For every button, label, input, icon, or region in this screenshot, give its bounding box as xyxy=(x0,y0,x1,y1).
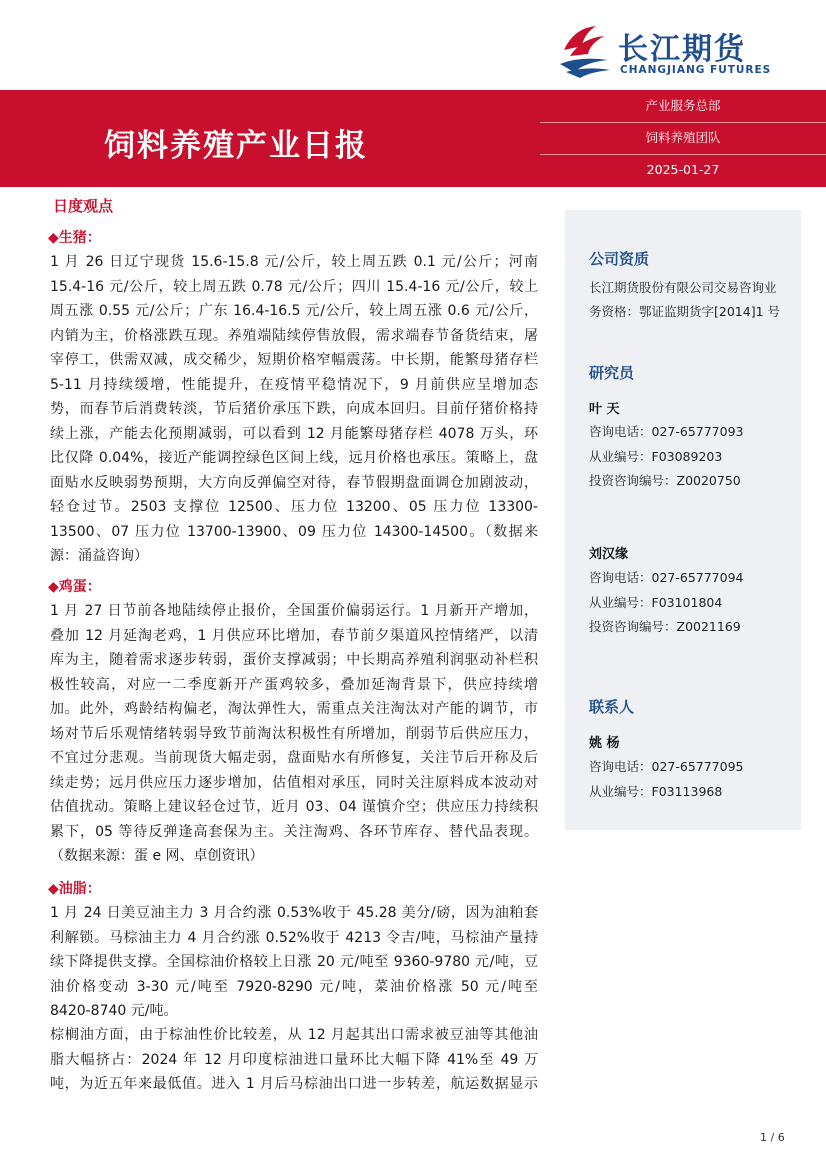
company-logo xyxy=(556,18,796,82)
paragraph-line: 内销为主，价格涨跌互现。养殖端陆续停售放假，需求端春节备货结束，屠 xyxy=(50,327,538,344)
hog-paragraph xyxy=(50,250,538,569)
researcher-2-advisor: 投资咨询编号：Z0021169 xyxy=(589,619,741,634)
company-qualification-heading: 公司资质 xyxy=(589,250,650,268)
paragraph-line: 续上涨，产能去化预期减弱，可以看到 12 月能繁母猪存栏 4078 万头，环 xyxy=(50,425,538,442)
paragraph-line: 轻仓过节。2503 支撑位 12500、压力位 13200、05 压力位 13300- xyxy=(50,499,538,515)
page-number: 1 / 6 xyxy=(760,1131,785,1144)
contact-1-license: 从业编号：F03113968 xyxy=(589,784,723,799)
paragraph-line: 续走势；远月供应压力逐步增加，估值相对承压，同时关注原料成本波动对 xyxy=(50,774,538,791)
paragraph-line: 周五涨 0.55 元/公斤；广东 16.4-16.5 元/公斤，较上周五涨 0.6 元/公斤， xyxy=(50,303,538,319)
daily-view-heading: 日度观点 xyxy=(53,197,114,215)
paragraph-line: 场对节后乐观情绪转弱导致节前淘汰积极性有所增加，削弱节后供应压力， xyxy=(50,725,538,742)
contact-heading: 联系人 xyxy=(589,698,635,716)
paragraph-line: 续下降提供支撑。全国棕油价格较上日涨 20 元/吨至 9360-9780 元/吨，豆 xyxy=(50,954,538,970)
paragraph-line: 比仅降 0.04%，接近产能调控绿色区间上线，远月价格也承压。策略上，盘 xyxy=(50,450,538,466)
researcher-1-phone: 咨询电话：027-65777093 xyxy=(589,424,744,439)
qualification-line-1: 长江期货股份有限公司交易咨询业 xyxy=(589,280,777,295)
oil-paragraph xyxy=(50,901,538,1024)
contact-1-phone: 咨询电话：027-65777095 xyxy=(589,759,744,774)
paragraph-line: 宰停工，供需双减，成交稀少，短期价格窄幅震荡。中长期，能繁母猪存栏 xyxy=(50,352,538,368)
paragraph-line: 源：涌益咨询） xyxy=(50,548,148,564)
paragraph-line: 累下，05 等待反弹逢高套保为主。关注淘鸡、各环节库存、替代品表现。 xyxy=(50,823,538,840)
paragraph-line: 1 月 27 日节前各地陆续停止报价，全国蛋价偏弱运行。1 月新开产增加， xyxy=(50,603,538,619)
paragraph-line: 加。此外，鸡龄结构偏老，淘汰弹性大，需重点关注淘汰对产能的调节，市 xyxy=(50,701,538,717)
egg-paragraph xyxy=(50,599,538,869)
paragraph-line: 吨，为近五年来最低值。进入 1 月后马棕油出口进一步转差，航运数据显示 xyxy=(50,1076,538,1092)
egg-heading: ◆鸡蛋： xyxy=(48,579,101,595)
header-info-panel xyxy=(540,90,826,187)
qualification-line-2: 务资格：鄂证监期货字[2014]1 号 xyxy=(589,304,780,319)
palm-oil-paragraph xyxy=(50,1023,538,1097)
paragraph-line: 极性较高，对应一二季度新开产蛋鸡较多，叠加延淘背景下，供应持续增 xyxy=(50,676,538,693)
paragraph-line: 8420-8740 元/吨。 xyxy=(50,1003,178,1019)
researcher-2-name: 刘汉缘 xyxy=(589,547,629,562)
researcher-1-name: 叶 天 xyxy=(589,402,620,417)
contact-1-name: 姚 杨 xyxy=(589,736,620,751)
logo-name-cn: 长江期货 xyxy=(618,32,746,67)
dept-label: 产业服务总部 xyxy=(540,90,826,123)
paragraph-line: 库为主，随着需求逐步转弱，蛋价支撑减弱；中长期高养殖利润驱动补栏积 xyxy=(50,652,538,668)
paragraph-line: （数据来源：蛋 e 网、卓创资讯） xyxy=(50,848,264,864)
paragraph-line: 不宜过分悲观。当前现货大幅走弱，盘面贴水有所修复，关注节后开称及后 xyxy=(50,750,538,766)
paragraph-line: 势，而春节后消费转淡，节后猪价承压下跌，向成本回归。目前仔猪价格持 xyxy=(50,401,538,417)
paragraph-line: 油价格变动 3-30 元/吨至 7920-8290 元/吨，菜油价格涨 50 元/吨至 xyxy=(50,978,538,995)
title-banner xyxy=(0,90,540,187)
paragraph-line: 1 月 24 日美豆油主力 3 月合约涨 0.53%收于 45.28 美分/磅，因为油粕套 xyxy=(50,905,538,921)
paragraph-line: 估值扰动。策略上建议轻仓过节，近月 03、04 谨慎介空；供应压力持续积 xyxy=(50,799,538,815)
researcher-1-advisor: 投资咨询编号：Z0020750 xyxy=(589,473,741,488)
sidebar-panel xyxy=(565,210,801,830)
report-title: 饲料养殖产业日报 xyxy=(104,128,368,164)
paragraph-line: 13500、07 压力位 13700-13900、09 压力位 14300-14500。（数据来 xyxy=(50,523,538,540)
report-date: 2025-01-27 xyxy=(646,162,720,177)
paragraph-line: 1 月 26 日辽宁现货 15.6-15.8 元/公斤，较上周五跌 0.1 元/公斤；河南 xyxy=(50,254,538,270)
hog-heading: ◆生猪： xyxy=(48,230,101,246)
researcher-2-phone: 咨询电话：027-65777094 xyxy=(589,570,744,585)
oil-heading: ◆油脂： xyxy=(48,881,101,897)
paragraph-line: 15.4-16 元/公斤，较上周五跌 0.78 元/公斤；四川 15.4-16 元/公斤，较上 xyxy=(50,278,538,295)
paragraph-line: 棕榈油方面，由于棕油性价比较差，从 12 月起其出口需求被豆油等其他油 xyxy=(50,1027,538,1043)
researcher-heading: 研究员 xyxy=(589,364,635,382)
team-label: 饲料养殖团队 xyxy=(540,122,826,155)
paragraph-line: 叠加 12 月延淘老鸡，1 月供应环比增加，春节前夕渠道风控情绪严，以清 xyxy=(50,627,538,644)
paragraph-line: 面贴水反映弱势预期，大方向反弹偏空对待，春节假期盘面调仓加剧波动， xyxy=(50,474,538,491)
researcher-2-license: 从业编号：F03101804 xyxy=(589,595,723,610)
paragraph-line: 脂大幅挤占：2024 年 12 月印度棕油进口量环比大幅下降 41%至 49 万 xyxy=(50,1051,538,1068)
logo-name-en: CHANGJIANG FUTURES xyxy=(620,64,772,76)
paragraph-line: 利解锁。马棕油主力 4 月合约涨 0.52%收于 4213 令吉/吨，马棕油产量持 xyxy=(50,929,538,946)
researcher-1-license: 从业编号：F03089203 xyxy=(589,449,723,464)
paragraph-line: 5-11 月持续缓增，性能提升，在疫情平稳情况下，9 月前供应呈增加态 xyxy=(50,376,538,393)
logo-emblem-icon xyxy=(556,20,614,80)
